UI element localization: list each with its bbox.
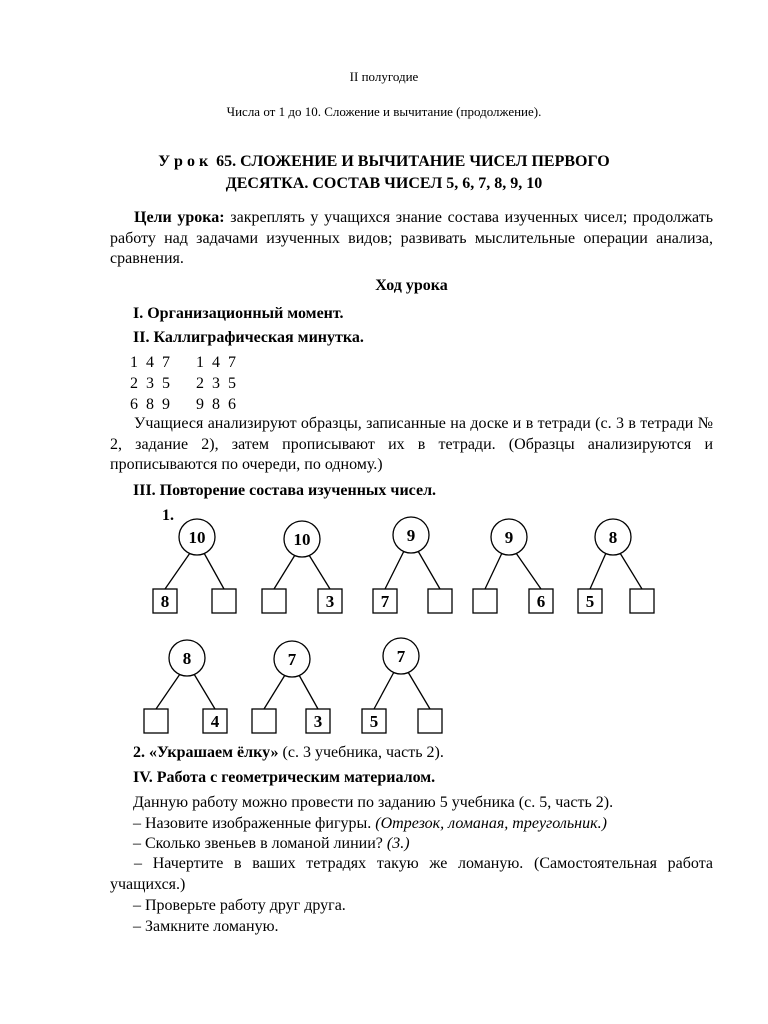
tree-right-value: 4 [210, 712, 220, 731]
question-segments-count: – Сколько звеньев в ломаной линии? (3.) [133, 835, 410, 852]
tree-left-box[interactable] [144, 709, 168, 733]
tree-right-box[interactable] [418, 709, 442, 733]
tree-branch-right [204, 553, 224, 589]
tree-left-box[interactable] [473, 589, 497, 613]
section-geometry: IV. Работа с геометрическим материалом. [133, 769, 436, 786]
course-heading: Ход урока [375, 277, 448, 294]
tree-branch-left [274, 555, 295, 589]
item-decorate-tree-title: 2. «Украшаем ёлку» [133, 744, 279, 761]
tree-left-value: 8 [160, 592, 170, 611]
item-decorate-tree-ref: (с. 3 учебника, часть 2). [278, 744, 444, 761]
tree-branch-left [264, 675, 285, 709]
tree-branch-right [194, 674, 215, 709]
tree-right-value: 3 [325, 592, 335, 611]
composition-tree [144, 640, 227, 733]
question-name-figures: – Назовите изображенные фигуры. (Отрезок, ломаная, треугольник.) [133, 815, 607, 832]
tree-root-number: 10 [188, 528, 206, 547]
tree-right-value: 3 [313, 712, 323, 731]
tree-branch-left [165, 553, 190, 589]
section-organizational: I. Организационный момент. [133, 305, 344, 322]
item-decorate-tree [133, 743, 444, 763]
answer-segments: (3.) [386, 835, 410, 852]
tree-branch-right [418, 551, 440, 589]
calligraphy-row: 6 8 9 9 8 6 [130, 396, 238, 413]
tree-right-box[interactable] [212, 589, 236, 613]
tree-left-box[interactable] [262, 589, 286, 613]
goals-label: Цели урока: [134, 209, 225, 226]
tree-branch-right [299, 675, 318, 709]
tree-root-number: 7 [396, 647, 406, 666]
tree-left-value: 7 [380, 592, 390, 611]
section-calligraphy: II. Каллиграфическая минутка. [133, 329, 364, 346]
tree-left-value: 5 [585, 592, 595, 611]
topic-heading: Числа от 1 до 10. Сложение и вычитание (продолжение). [226, 104, 542, 119]
semester-heading: II полугодие [349, 69, 419, 84]
tree-root-number: 9 [406, 526, 416, 545]
tree-root-number: 9 [504, 528, 514, 547]
tree-root-number: 8 [182, 649, 192, 668]
tree-branch-left [374, 672, 394, 709]
composition-tree [578, 519, 654, 613]
composition-tree [252, 641, 330, 733]
tree-root-number: 7 [287, 650, 297, 669]
composition-tree [262, 521, 342, 613]
tree-branch-right [516, 553, 541, 589]
calligraphy-row: 1 4 7 1 4 7 [130, 354, 238, 371]
geometry-intro: Данную работу можно провести по заданию 5 учебника (с. 5, часть 2). [133, 794, 614, 811]
tree-right-value: 6 [536, 592, 546, 611]
tree-right-box[interactable] [630, 589, 654, 613]
section-number-composition: III. Повторение состава изученных чисел. [133, 482, 437, 499]
calligraphy-row: 2 3 5 2 3 5 [130, 375, 238, 392]
composition-tree [153, 519, 236, 613]
composition-tree [373, 517, 452, 613]
composition-tree [362, 638, 442, 733]
tree-branch-left [156, 674, 180, 709]
tree-root-number: 10 [293, 530, 311, 549]
tree-branch-right [309, 555, 330, 589]
tree-left-value: 5 [369, 712, 379, 731]
tree-branch-left [590, 553, 606, 589]
calligraphy-description: Учащиеся анализируют образцы, записанные на доске и в тетради (с. 3 в тетради № 2, задание 2), затем прописывают их в тетради. (Образцы анализируются и прописываются по очереди, по одному.) [110, 415, 713, 473]
tree-branch-right [408, 672, 430, 709]
tree-branch-left [385, 551, 404, 589]
question-close-polyline: – Замкните ломаную. [133, 918, 279, 935]
answer-figures: (Отрезок, ломаная, треугольник.) [375, 815, 607, 832]
question-draw-polyline: – Начертите в ваших тетрадях такую же ломаную. (Самостоятельная работа учащихся.) [110, 855, 713, 893]
exercise-number: 1. [162, 507, 174, 524]
tree-root-number: 8 [608, 528, 618, 547]
tree-branch-left [485, 553, 502, 589]
composition-tree [473, 519, 553, 613]
lesson-title-line2: ДЕСЯТКА. СОСТАВ ЧИСЕЛ 5, 6, 7, 8, 9, 10 [225, 175, 543, 192]
question-check-work: – Проверьте работу друг друга. [133, 897, 346, 914]
tree-right-box[interactable] [428, 589, 452, 613]
tree-branch-right [620, 553, 642, 589]
lesson-title-line1: У р о к 65. СЛОЖЕНИЕ И ВЫЧИТАНИЕ ЧИСЕЛ ПЕРВОГО [158, 153, 610, 170]
tree-left-box[interactable] [252, 709, 276, 733]
goals-text: закреплять у учащихся знание состава изученных чисел; продолжать работу над задачами изученных видов; развивать мыслительные операции анализа, сравнения. [110, 209, 713, 267]
